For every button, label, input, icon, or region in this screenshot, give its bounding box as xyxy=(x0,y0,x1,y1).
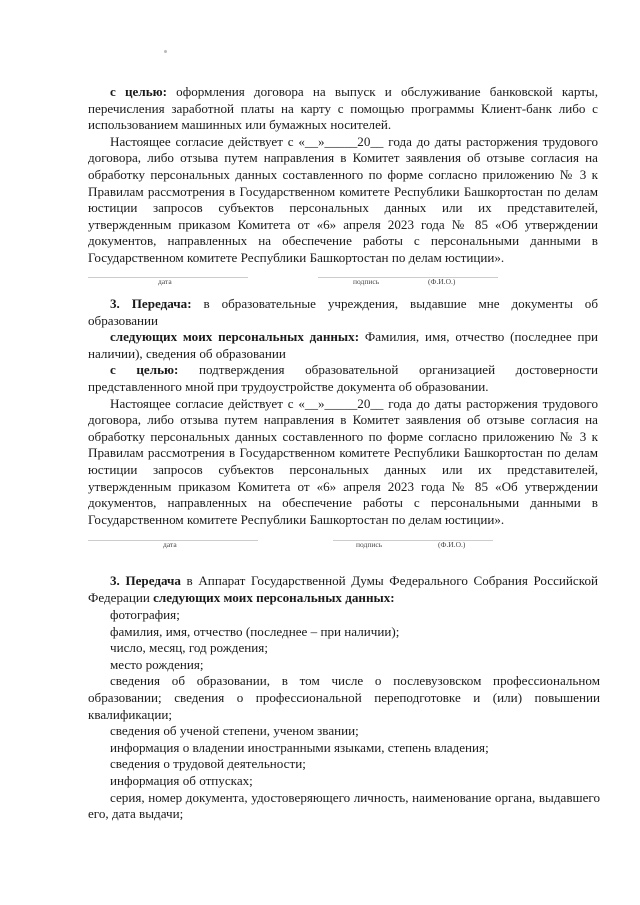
personal-data-list xyxy=(88,607,600,823)
date-caption: дата xyxy=(163,540,177,549)
sign-caption: подпись xyxy=(356,540,383,549)
scan-speck xyxy=(164,50,167,53)
list-item: информация об отпусках; xyxy=(110,772,253,788)
purpose-label: с целью: xyxy=(110,362,179,378)
fio-caption: (Ф.И.О.) xyxy=(428,277,456,286)
purpose-text: подтверждения образовательной организацией достоверности представленного мной при трудоустройстве документа об образовании. xyxy=(88,362,599,394)
block-1-purpose xyxy=(88,84,598,134)
block-2-validity: Настоящее согласие действует с «__»_____20__ года до даты расторжения трудового договора, либо отзыва путем направления в Комитет заявления об отзыве согласия на обработку персональных данных составленного по форме согласно приложению № 3 к Правилам рассмотрения в Государственном комитете Республики Башкортостан по делам юстиции запросов субъектов персональных данных или их представителей, утвержденным приказом Комитета от «6» апреля 2023 года № 85 «Об утверждении документов, направленных на обеспечение работы с персональными данными в Государственном комитете Республики Башкортостан по делам юстиции». xyxy=(88,395,598,527)
fio-caption: (Ф.И.О.) xyxy=(438,540,466,549)
section-heading-num: 3. Передача xyxy=(110,573,181,588)
block-1 xyxy=(88,84,598,267)
data-text: Фамилия, имя, отчество (последнее при наличии), сведения об образовании xyxy=(88,329,599,361)
data-label: следующих моих персональных данных: xyxy=(110,329,360,345)
signature-row-2 xyxy=(88,540,600,554)
block-2-purpose xyxy=(88,362,598,395)
date-caption: дата xyxy=(158,277,172,286)
data-label: следующих моих персональных данных: xyxy=(153,589,395,605)
section-heading-num: 3. Передача: xyxy=(110,296,192,311)
block-3 xyxy=(88,573,598,606)
list-item: фамилия, имя, отчество (последнее – при наличии); xyxy=(110,623,400,639)
block-3-heading xyxy=(88,573,598,606)
list-item: серия, номер документа, удостоверяющего личность, наименование органа, выдавшего его, дата выдачи; xyxy=(88,789,600,822)
list-item: сведения об ученой степени, ученом звании; xyxy=(110,723,359,739)
section-heading-text: в образовательные учреждения, выдавшие мне документы об образовании xyxy=(88,296,599,328)
list-item: место рождения; xyxy=(110,656,204,672)
section-heading-text: в Аппарат Государственной Думы Федерального Собрания Российской Федерации xyxy=(88,573,598,605)
purpose-label: с целью: xyxy=(110,84,167,99)
block-2-heading xyxy=(88,296,598,329)
block-1-validity: Настоящее согласие действует с «__»_____20__ года до даты расторжения трудового договора, либо отзыва путем направления в Комитет заявления об отзыве согласия на обработку персональных данных составленного по форме согласно приложению № 3 к Правилам рассмотрения в Государственном комитете Республики Башкортостан по делам юстиции запросов субъектов персональных данных или их представителей, утвержденным приказом Комитета от «6» апреля 2023 года № 85 «Об утверждении документов, направленных на обеспечение работы с персональными данными в Государственном комитете Республики Башкортостан по делам юстиции». xyxy=(88,133,598,265)
purpose-text: оформления договора на выпуск и обслуживание банковской карты, перечисления заработной платы на карту с помощью программы Клиент-банк либо с использованием машинных или бумажных носителей. xyxy=(88,84,598,133)
signature-row-1 xyxy=(88,277,600,291)
list-item: информация о владении иностранными языками, степень владения; xyxy=(110,739,489,755)
list-item: сведения об образовании, в том числе о послевузовском профессиональном образовании; сведения о профессиональной переподготовке и (или) повышении квалификации; xyxy=(88,673,600,722)
block-2 xyxy=(88,296,598,528)
list-item: фотография; xyxy=(110,607,180,622)
sign-caption: подпись xyxy=(353,277,380,286)
list-item: число, месяц, год рождения; xyxy=(110,640,268,656)
list-item: сведения о трудовой деятельности; xyxy=(110,756,306,772)
block-2-data xyxy=(88,329,598,362)
